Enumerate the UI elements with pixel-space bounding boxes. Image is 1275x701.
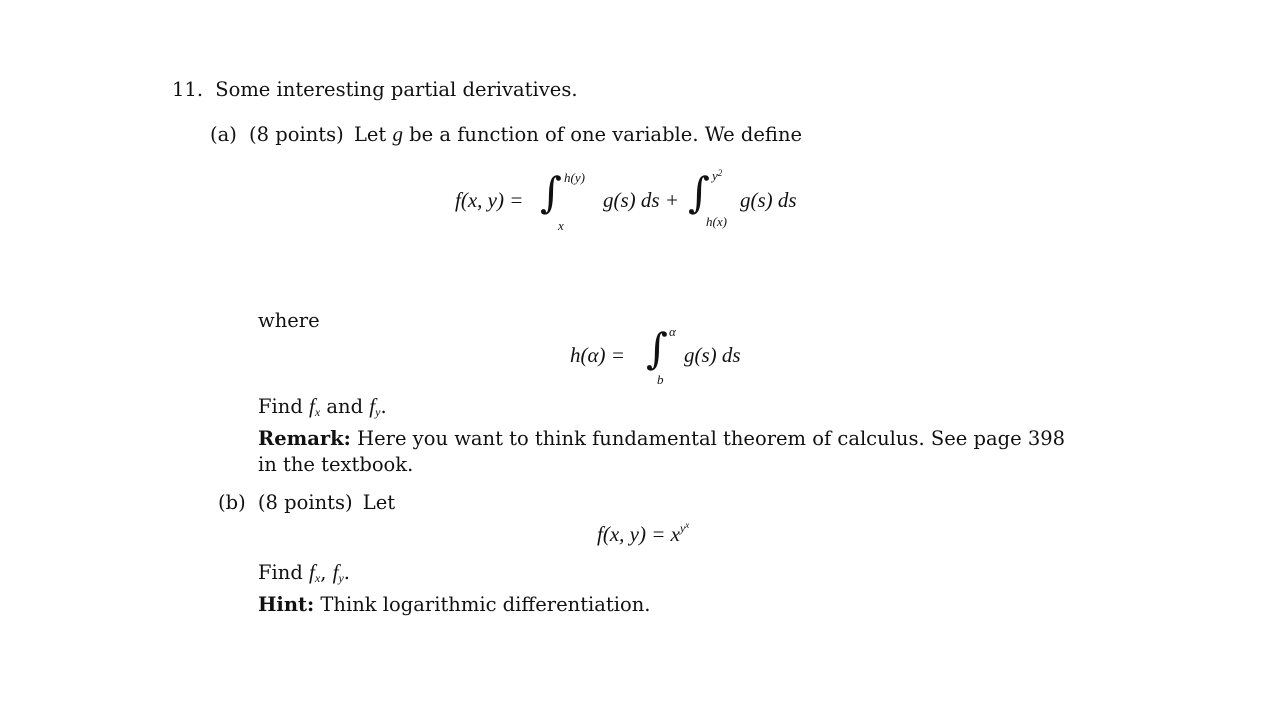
integral-sign-2: ∫ bbox=[688, 168, 710, 217]
equation-f-power bbox=[597, 520, 689, 547]
problem-title: Some interesting partial derivatives. bbox=[215, 78, 578, 101]
find-word-b: Find bbox=[258, 561, 303, 584]
equation-f-power-base: f(x, y) = x bbox=[597, 522, 680, 546]
remark-line-1 bbox=[258, 427, 1065, 450]
partial-fy: $f_y$ bbox=[369, 394, 381, 419]
part-a-label: (a) bbox=[210, 123, 237, 146]
part-b-label: (b) bbox=[218, 491, 246, 514]
integral-2-body: g(s) ds bbox=[740, 188, 797, 212]
equation-f-definition-lhs: f(x, y) = bbox=[455, 188, 524, 212]
remark-line-2: in the textbook. bbox=[258, 453, 414, 476]
hint-label: Hint: bbox=[258, 593, 315, 616]
part-a-points: (8 points) bbox=[249, 123, 344, 146]
integral-sign-3: ∫ bbox=[646, 324, 668, 373]
hint-line bbox=[258, 593, 650, 616]
integral-3-body: g(s) ds bbox=[684, 343, 741, 367]
part-a-intro-rest: be a function of one variable. We define bbox=[409, 123, 803, 146]
find-word: Find bbox=[258, 395, 303, 418]
problem-number: 11. bbox=[172, 78, 204, 101]
integral-3-upper-limit: α bbox=[669, 324, 676, 339]
integral-1-body: g(s) ds + bbox=[603, 188, 680, 212]
and-word: and bbox=[326, 395, 364, 418]
part-b-let: Let bbox=[362, 491, 396, 514]
problem-heading bbox=[172, 78, 578, 101]
remark-label: Remark: bbox=[258, 427, 351, 450]
where-text: where bbox=[258, 309, 320, 332]
integral-3-lower-limit: b bbox=[657, 372, 664, 387]
integral-2-lower-limit: h(x) bbox=[706, 214, 727, 229]
part-b-find: Find $f_x$, $f_y$. bbox=[258, 560, 350, 585]
integral-sign-1: ∫ bbox=[540, 168, 562, 217]
integral-2-upper-exponent: 2 bbox=[717, 168, 723, 178]
part-b-points: (8 points) bbox=[257, 491, 353, 514]
exponent-y: yx bbox=[679, 520, 690, 535]
integral-2-upper-limit: $y^2$ bbox=[712, 168, 723, 183]
equation-h-definition-lhs: h(α) = bbox=[570, 343, 625, 367]
exponent-x: x bbox=[685, 520, 690, 530]
integral-1-lower-limit: x bbox=[558, 218, 564, 233]
part-a-let: Let bbox=[353, 123, 387, 146]
remark-text-1: Here you want to think fundamental theorem of calculus. See page 398 bbox=[357, 427, 1066, 450]
partial-fx-b: $f_x$ bbox=[309, 560, 321, 585]
part-b-intro bbox=[218, 491, 395, 514]
partial-fx: $f_x$ bbox=[309, 394, 321, 419]
partial-fy-b: $f_y$ bbox=[332, 560, 344, 585]
part-a-intro bbox=[210, 122, 802, 147]
part-a-find: Find $f_x$ and $f_y$. bbox=[258, 394, 387, 419]
integral-1-upper-limit: h(y) bbox=[564, 170, 585, 185]
part-a-var-g: g bbox=[392, 122, 403, 146]
hint-text: Think logarithmic differentiation. bbox=[320, 593, 651, 616]
